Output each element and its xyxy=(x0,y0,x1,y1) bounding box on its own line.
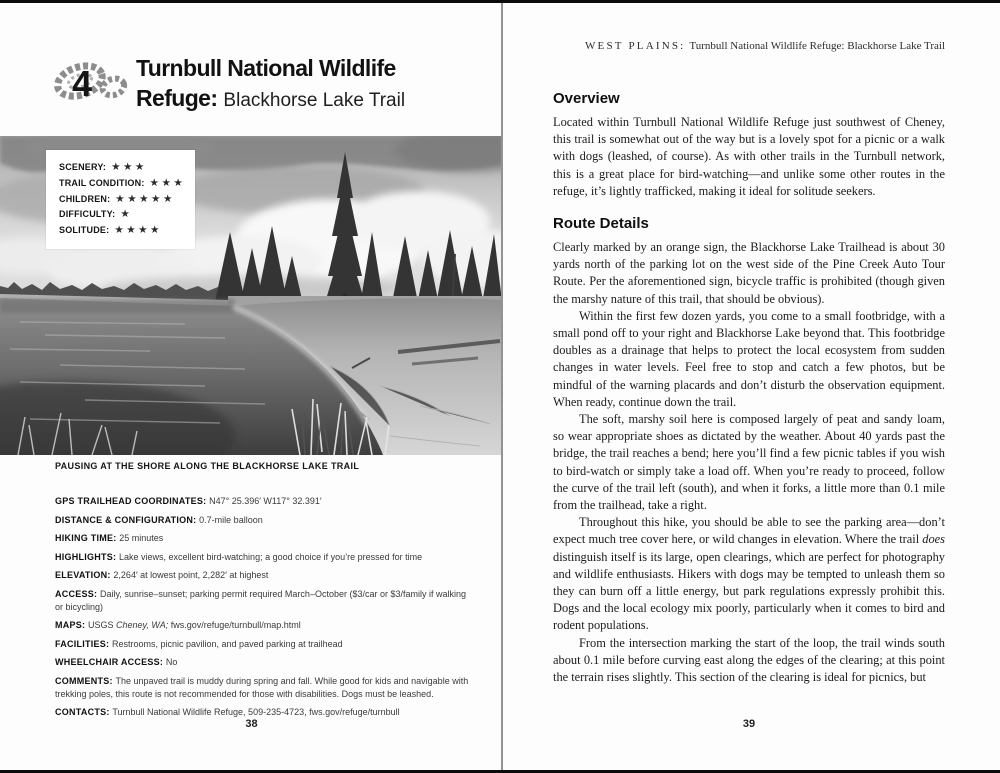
rating-label: SCENERY: xyxy=(59,162,107,172)
ratings-box xyxy=(46,150,195,249)
rating-stars: ★ xyxy=(120,208,133,221)
detail-row xyxy=(55,514,475,527)
detail-label: HIKING TIME: xyxy=(55,533,120,543)
rating-row xyxy=(59,193,183,209)
page-number-left: 38 xyxy=(245,718,258,730)
section-heading: Route Details xyxy=(553,215,649,233)
detail-value: No xyxy=(165,657,178,667)
detail-value: The unpaved trail is muddy during spring and fall. While good for kids and navigable with trekking poles, this route is not recommended for those with disabilities. Dogs must be leashed. xyxy=(55,675,469,699)
running-header-title: Turnbull National Wildlife Refuge: Blackhorse Lake Trail xyxy=(689,40,945,52)
trail-details-list xyxy=(55,495,475,725)
trail-number: 4 xyxy=(72,63,93,104)
rating-stars: ★★★★★ xyxy=(115,192,175,205)
detail-label: CONTACTS: xyxy=(55,707,113,717)
running-header xyxy=(553,40,945,52)
bootprint-trail-number-icon xyxy=(48,53,132,113)
body-paragraph: Within the first few dozen yards, you come to a small footbridge, with a small pond off to your right and Blackhorse Lake beyond that. This footbridge doubles as a drainage that helps to protect the local ecosystem from sudden changes in water levels. Feel free to stop and catch a few photos, but be mindful of the warning placards and don’t disturb the observation equipment. When ready, continue down the trail. xyxy=(553,308,945,409)
rating-label: CHILDREN: xyxy=(59,193,111,204)
detail-value: Restrooms, picnic pavilion, and paved parking at trailhead xyxy=(112,638,343,649)
body-paragraph: Located within Turnbull National Wildlife Refuge just southwest of Cheney, this trail is somewhat out of the way but is a lovely spot for a picnic or a walk with dogs (leashed, of course). As with other trails in the Turnbull network, this is a great place for bird-watching—and unlike some other routes in the refuge, it’s lightly trafficked, making it ideal for solitude seekers. xyxy=(553,115,945,198)
detail-label: ELEVATION: xyxy=(55,570,114,580)
detail-value: 2,264′ at lowest point, 2,282′ at highest xyxy=(113,570,269,580)
detail-value: 0.7-mile balloon xyxy=(199,514,263,525)
detail-row xyxy=(55,569,475,582)
body-paragraph: The soft, marshy soil here is composed largely of peat and sandy loam, so wear appropriate shoes as dictated by the weather. About 40 yards past the bridge, the trail reaches a bend; here you’ll find a few picnic tables if you wish to bird-watch or simply take a load off. When you’re ready to proceed, follow the curve of the trail left (south), and when it forks, a little more than 0.1 mile from the trailhead, take a right. xyxy=(553,412,945,513)
detail-row xyxy=(55,656,475,669)
detail-value: N47° 25.396′ W117° 32.391′ xyxy=(209,496,322,506)
detail-value: USGS Cheney, WA; fws.gov/refuge/turnbull/map.html xyxy=(88,620,301,630)
rating-row xyxy=(59,176,186,193)
detail-label: GPS TRAILHEAD COORDINATES: xyxy=(55,496,210,506)
detail-label: MAPS: xyxy=(55,620,88,630)
section-heading: Overview xyxy=(553,90,620,107)
detail-label: ACCESS: xyxy=(55,588,101,599)
rating-row xyxy=(59,208,183,224)
running-header-region: WEST PLAINS: xyxy=(584,40,686,52)
page-gutter-divider xyxy=(501,3,503,770)
detail-row xyxy=(55,619,475,632)
rating-label: DIFFICULTY: xyxy=(59,209,116,220)
body-paragraph: Clearly marked by an orange sign, the Blackhorse Lake Trailhead is about 30 yards north of the parking lot on the west side of the Pine Creek Auto Tour Route. Per the aforementioned sign, bicycle traffic is prohibited (though given the marshy nature of this trail, that should be obvious). xyxy=(553,240,945,306)
detail-label: FACILITIES: xyxy=(55,638,112,649)
rating-stars: ★★★★ xyxy=(114,224,162,237)
rating-label: SOLITUDE: xyxy=(59,225,110,236)
detail-row xyxy=(55,638,475,651)
chapter-title-line2 xyxy=(136,83,496,117)
rating-row xyxy=(59,161,183,177)
chapter-title xyxy=(136,53,496,117)
body-paragraph: Throughout this hike, you should be able to see the parking area—don’t expect much tree cover here, or wild changes in elevation. Where the trail does distinguish itself is its large, open clearings, which are perfect for photography and wildlife enthusiasts. Hikers with dogs may be tempted to unleash them so they can burn off a little energy, but park regulations expressly prohibit this. Dogs and the local ecology mix poorly, particularly when it comes to bird and rodent populations. xyxy=(553,515,945,633)
detail-value: Turnbull National Wildlife Refuge, 509-235-4723, fws.gov/refuge/turnbull xyxy=(112,707,400,717)
rating-stars: ★★★ xyxy=(149,176,186,189)
photo-caption: PAUSING AT THE SHORE ALONG THE BLACKHORSE LAKE TRAIL xyxy=(55,461,360,471)
rating-label: TRAIL CONDITION: xyxy=(59,177,145,188)
detail-row xyxy=(55,495,475,508)
detail-row xyxy=(55,532,475,545)
detail-value: 25 minutes xyxy=(119,533,164,543)
page-number-right: 39 xyxy=(742,718,756,730)
detail-row xyxy=(55,551,475,564)
detail-label: HIGHLIGHTS: xyxy=(55,551,119,562)
detail-value: Lake views, excellent bird-watching; a good choice if you’re pressed for time xyxy=(119,551,423,562)
detail-label: COMMENTS: xyxy=(55,675,116,686)
detail-label: WHEELCHAIR ACCESS: xyxy=(55,657,166,667)
rating-row xyxy=(59,224,183,240)
detail-row xyxy=(55,588,475,614)
chapter-title-refuge: Refuge: xyxy=(136,85,218,111)
body-paragraph: From the intersection marking the start of the loop, the trail winds south about 0.1 mile before curving east along the edges of the clearing; at this point the terrain rises slightly. This section of the clearing is ideal for picnics, but xyxy=(553,635,945,685)
rating-stars: ★★★ xyxy=(111,161,147,173)
route-text xyxy=(553,89,945,713)
detail-row xyxy=(55,675,475,701)
detail-label: DISTANCE & CONFIGURATION: xyxy=(55,514,200,525)
chapter-subtitle: Blackhorse Lake Trail xyxy=(223,90,406,111)
chapter-title-line1: Turnbull National Wildlife xyxy=(136,55,396,81)
detail-value: Daily, sunrise–sunset; parking permit required March–October ($3/car or $3/family if walking or bicycling) xyxy=(55,588,467,612)
